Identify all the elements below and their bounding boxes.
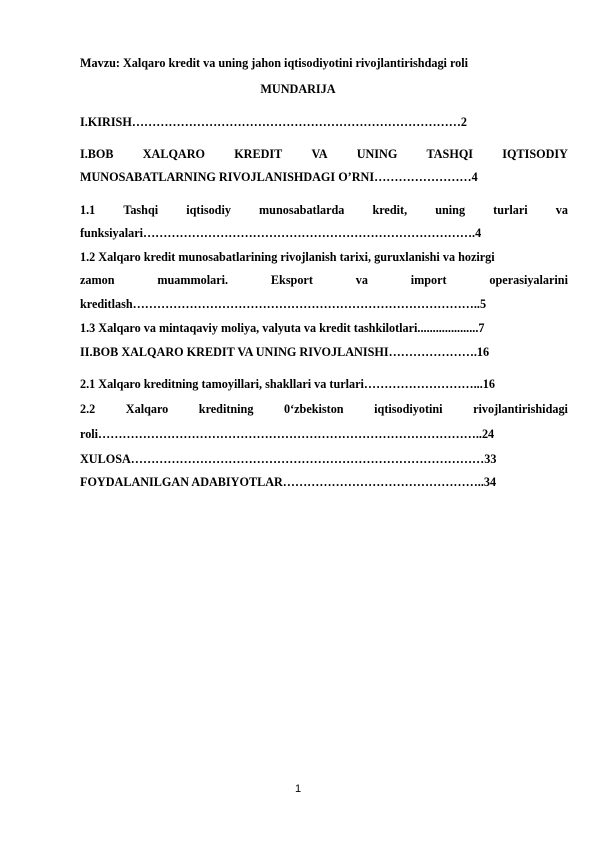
toc-entry-2-2-line2: roli…………………………………………………………………………………..24 (80, 427, 495, 441)
toc-word: VA (311, 147, 328, 161)
toc-word: Xalqaro (125, 402, 169, 416)
toc-word: va (555, 203, 568, 217)
toc-word: I.BOB (80, 147, 114, 161)
page-number: 1 (294, 783, 302, 795)
toc-entry-xulosa: XULOSA……………………………………………………………………………33 (80, 452, 497, 466)
toc-word: iqtisodiy (186, 203, 231, 217)
toc-entry-kirish: I.KIRISH………………………………………………………………………2 (80, 115, 467, 129)
toc-entry-1-2-line2 (80, 273, 568, 287)
toc-entry-2-2-line1 (80, 402, 568, 416)
toc-word: 2.2 (80, 402, 96, 416)
toc-word: TASHQI (426, 147, 474, 161)
toc-entry-bob1-line2: MUNOSABATLARNING RIVOJLANISHDAGI O’RNI……………………4 (80, 170, 478, 184)
toc-word: kredit, (372, 203, 408, 217)
toc-word: turlari (493, 203, 528, 217)
toc-word: Eksport (270, 273, 313, 287)
toc-word: zamon (80, 273, 115, 287)
toc-word: iqtisodiyotini (374, 402, 443, 416)
toc-entry-1-2-line3: kreditlash…………………………………………………………………………..5 (80, 297, 487, 311)
toc-word: UNING (356, 147, 398, 161)
toc-word: 0‘zbekiston (284, 402, 344, 416)
toc-word: rivojlantirishidagi (473, 402, 568, 416)
toc-word: IQTISODIY (502, 147, 568, 161)
document-title: Mavzu: Xalqaro kredit va uning jahon iqtisodiyotini rivojlantirishdagi roli (80, 56, 469, 70)
toc-entry-1-3: 1.3 Xalqaro va mintaqaviy moliya, valyuta va kredit tashkilotlari....................7 (80, 321, 485, 335)
toc-word: va (355, 273, 368, 287)
toc-word: Tashqi (123, 203, 159, 217)
toc-entry-adabiyotlar: FOYDALANILGAN ADABIYOTLAR…………………………………………..34 (80, 475, 497, 489)
toc-word: import (410, 273, 447, 287)
toc-entry-bob1-line1 (80, 147, 568, 161)
toc-word: munosabatlarda (259, 203, 345, 217)
toc-word: operasiyalarini (489, 273, 568, 287)
toc-entry-1-1-line1 (80, 203, 568, 217)
toc-word: kreditning (198, 402, 254, 416)
contents-heading: MUNDARIJA (260, 82, 336, 96)
toc-entry-2-1: 2.1 Xalqaro kreditning tamoyillari, shakllari va turlari………………………...16 (80, 377, 495, 391)
toc-word: uning (435, 203, 466, 217)
toc-word: 1.1 (80, 203, 96, 217)
toc-entry-1-1-line2: funksiyalari……………………………………………………………………….4 (80, 226, 482, 240)
toc-word: muammolari. (157, 273, 229, 287)
toc-word: XALQARO (142, 147, 206, 161)
toc-entry-bob2: II.BOB XALQARO KREDIT VA UNING RIVOJLANISHI………………….16 (80, 345, 490, 359)
toc-entry-1-2-line1: 1.2 Xalqaro kredit munosabatlarining rivojlanish tarixi, guruxlanishi va hozirgi (80, 250, 495, 264)
toc-word: KREDIT (234, 147, 283, 161)
